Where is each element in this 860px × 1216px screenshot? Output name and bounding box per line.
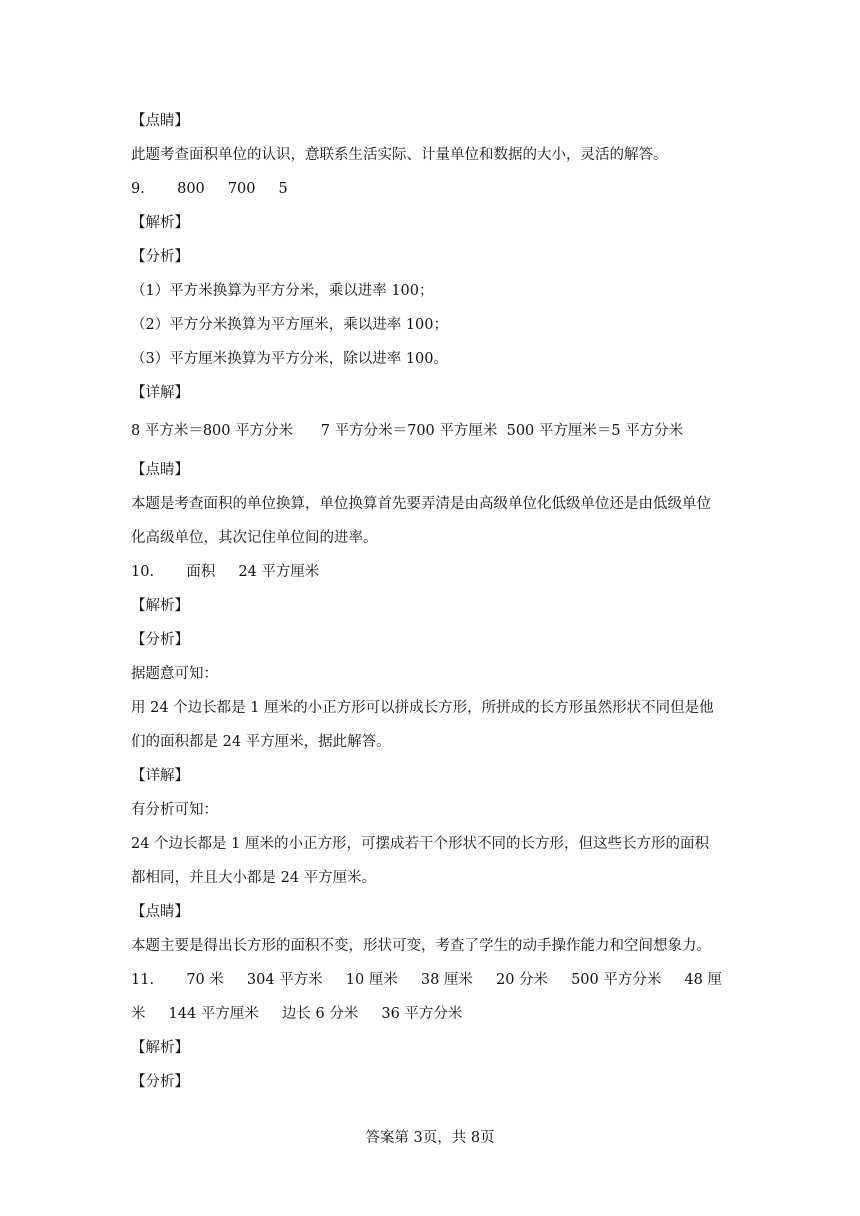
text-line: 都相同，并且大小都是 24 平方厘米。 [131,870,377,886]
heading-dianjing: 【点睛】 [131,904,189,920]
text-line: （1）平方米换算为平方分米，乘以进率 100； [131,283,434,299]
heading-fenxi: 【分析】 [131,632,189,648]
text-line: 据题意可知： [131,666,218,682]
page-footer: 答案第 3页，共 8页 [365,1130,495,1146]
text-line: 用 24 个边长都是 1 厘米的小正方形可以拼成长方形，所拼成的长方形虽然形状不同但是他 [131,700,714,716]
heading-jiexi: 【解析】 [131,1040,189,1056]
heading-dianjing: 【点睛】 [131,462,189,478]
answer-line-9: 9. 800 700 5 [131,181,288,197]
heading-jiexi: 【解析】 [131,215,189,231]
text-line: 有分析可知： [131,802,218,818]
text-line: （2）平方分米换算为平方厘米，乘以进率 100； [131,317,449,333]
heading-fenxi: 【分析】 [131,249,189,265]
answer-line-10: 10. 面积 24 平方厘米 [131,564,320,580]
answer-line-11-cont: 米 144 平方厘米 边长 6 分米 36 平方分米 [131,1006,463,1022]
heading-dianjing: 【点睛】 [131,113,189,129]
heading-fenxi: 【分析】 [131,1074,189,1090]
text-line: （3）平方厘米换算为平方分米，除以进率 100。 [131,351,449,367]
text-line: 本题主要是得出长方形的面积不变，形状可变，考查了学生的动手操作能力和空间想象力。 [131,938,711,954]
text-line: 化高级单位，其次记住单位间的进率。 [131,530,378,546]
text-line: 24 个边长都是 1 厘米的小正方形，可摆成若干个形状不同的长方形，但这些长方形的面积 [131,836,709,852]
heading-xiangjie: 【详解】 [131,385,189,401]
text-line: 们的面积都是 24 平方厘米，据此解答。 [131,734,391,750]
text-line: 本题是考查面积的单位换算，单位换算首先要弄清是由高级单位化低级单位还是由低级单位 [131,496,711,512]
text-line: 此题考查面积单位的认识，意联系生活实际、计量单位和数据的大小，灵活的解答。 [131,147,668,163]
text-line: 8 平方米＝800 平方分米 7 平方分米＝700 平方厘米 500 平方厘米＝5 平方分米 [131,423,684,439]
heading-xiangjie: 【详解】 [131,768,189,784]
answer-line-11: 11. 70 米 304 平方米 10 厘米 38 厘米 20 分米 500 平方分米 48 厘 [131,972,722,988]
heading-jiexi: 【解析】 [131,598,189,614]
